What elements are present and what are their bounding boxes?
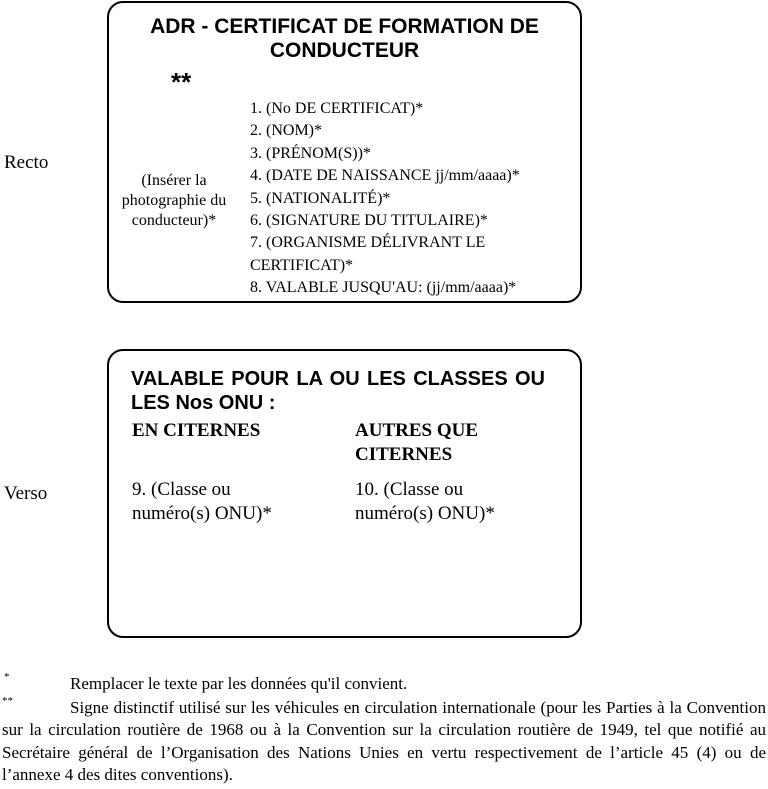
field-certificate-number: 1. (No DE CERTIFICAT)* <box>250 100 424 117</box>
footnote-2-text: Signe distinctif utilisé sur les véhicules en circulation internationale (pour les Parties à la Convention sur la circulation routière de 1968 ou à la Convention sur la circulation routière de 1949, tel que notifié au Secrétaire général de l’Organisation des Nations Unies en vertu respectivement de l’article 45 (4) ou de l’annexe 4 des dites conventions). <box>2 698 766 784</box>
field-date-of-birth: 4. (DATE DE NAISSANCE jj/mm/aaaa)* <box>250 167 520 185</box>
recto-field-list <box>250 98 540 300</box>
field-name: 2. (NOM)* <box>250 122 322 140</box>
field-valid-until: 8. VALABLE JUSQU'AU: (jj/mm/aaaa)* <box>250 279 517 297</box>
verso-label: Verso <box>4 483 48 504</box>
verso-title: VALABLE POUR LA OU LES CLASSES OU LES Nos ONU : <box>131 368 545 414</box>
recto-card <box>107 1 582 303</box>
certificate-title: ADR - CERTIFICAT DE FORMATION DE CONDUCTEUR <box>150 15 539 62</box>
column-heading-tanks: EN CITERNES <box>132 420 261 441</box>
photo-placeholder: (Insérer la photographie du conducteur)* <box>121 172 227 229</box>
column-heading-other-than-tanks: AUTRES QUE CITERNES <box>355 420 478 465</box>
field-tank-classes: 9. (Classe ou numéro(s) ONU)* <box>132 479 272 524</box>
field-issuing-body: 7. (ORGANISME DÉLIVRANT LE CERTIFICAT)* <box>250 234 486 274</box>
recto-label: Recto <box>4 152 49 173</box>
footnote-mark-1 <box>4 664 10 688</box>
footnote-double-asterisk: ** <box>2 695 13 707</box>
field-first-names: 3. (PRÉNOM(S))* <box>250 144 371 162</box>
footnote-1-text: Remplacer le texte par les données qu'il convient. <box>70 674 408 693</box>
field-nationality: 5. (NATIONALITÉ)* <box>250 189 391 207</box>
field-other-classes: 10. (Classe ou numéro(s) ONU)* <box>355 479 495 524</box>
footnote-asterisk: * <box>4 671 10 683</box>
verso-card <box>107 349 582 638</box>
country-code-placeholder: ** <box>171 67 192 97</box>
field-holder-signature: 6. (SIGNATURE DU TITULAIRE)* <box>250 212 488 230</box>
